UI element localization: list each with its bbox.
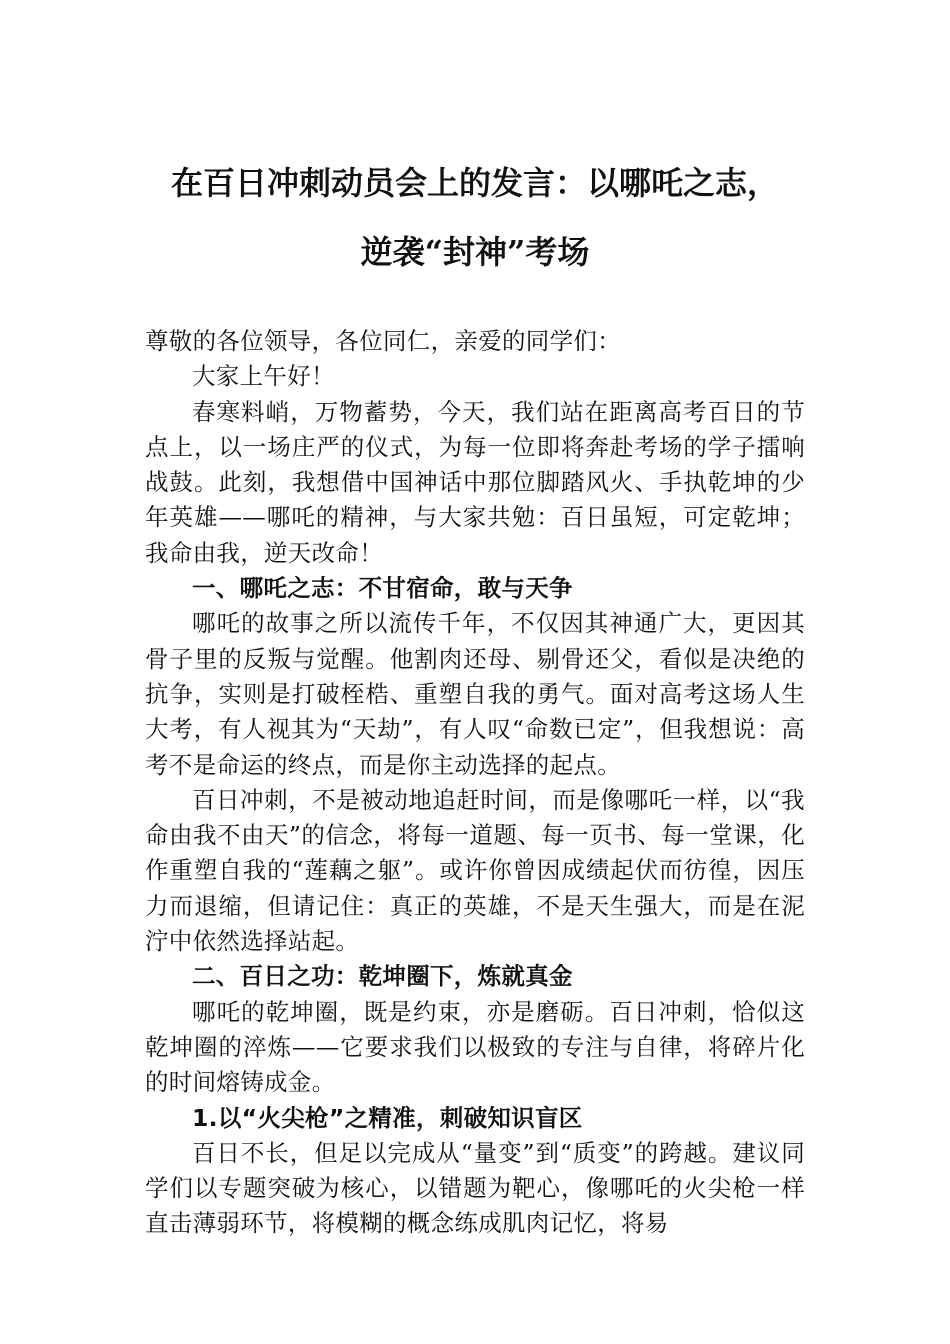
- paragraph-2: 百日冲刺，不是被动地追赶时间，而是像哪吒一样，以“我命由我不由天”的信念，将每一道题、每一页书、每一堂课，化作重塑自我的“莲藕之躯”。或许你曾因成绩起伏而彷徨，因压力而退缩，但请记住：真正的英雄，不是天生强大，而是在泥泞中依然选择站起。: [145, 785, 805, 956]
- document-title-line-1: 在百日冲刺动员会上的发言：以哪吒之志，: [170, 164, 779, 202]
- paragraph-1: 哪吒的故事之所以流传千年，不仅因其神通广大，更因其骨子里的反叛与觉醒。他割肉还母、剔骨还父，看似是决绝的抗争，实则是打破桎梏、重塑自我的勇气。面对高考这场人生大考，有人视其为“天劫”，有人叹“命数已定”，但我想说：高考不是命运的终点，而是你主动选择的起点。: [145, 609, 805, 779]
- paragraph-3: 哪吒的乾坤圈，既是约束，亦是磨砺。百日冲刺，恰似这乾坤圈的淬炼——它要求我们以极致的专注与自律，将碎片化的时间熔铸成金。: [145, 997, 805, 1097]
- intro-paragraph: 春寒料峭，万物蓄势，今天，我们站在距离高考百日的节点上，以一场庄严的仪式，为每一位即将奔赴考场的学子擂响战鼓。此刻，我想借中国神话中那位脚踏风火、手执乾坤的少年英雄——哪吒的精神，与大家共勉：百日虽短，可定乾坤；我命由我，逆天改命！: [145, 397, 805, 567]
- section-heading-2: 二、百日之功：乾坤圈下，炼就真金: [192, 962, 573, 991]
- paragraph-4: 百日不长，但足以完成从“量变”到“质变”的跨越。建议同学们以专题突破为核心，以错题为靶心，像哪吒的火尖枪一样直击薄弱环节，将模糊的概念练成肌肉记忆，将易: [145, 1138, 805, 1238]
- subsection-heading-1: 1.以“火尖枪”之精准，刺破知识盲区: [192, 1103, 583, 1132]
- document-body: [145, 324, 805, 1242]
- salutation: 尊敬的各位领导，各位同仁，亲爱的同学们：: [145, 327, 621, 355]
- greeting: 大家上午好！: [192, 362, 335, 391]
- document-title-line-2: 逆袭“封神”考场: [360, 233, 590, 271]
- section-heading-1: 一、哪吒之志：不甘宿命，敢与天争: [192, 574, 573, 603]
